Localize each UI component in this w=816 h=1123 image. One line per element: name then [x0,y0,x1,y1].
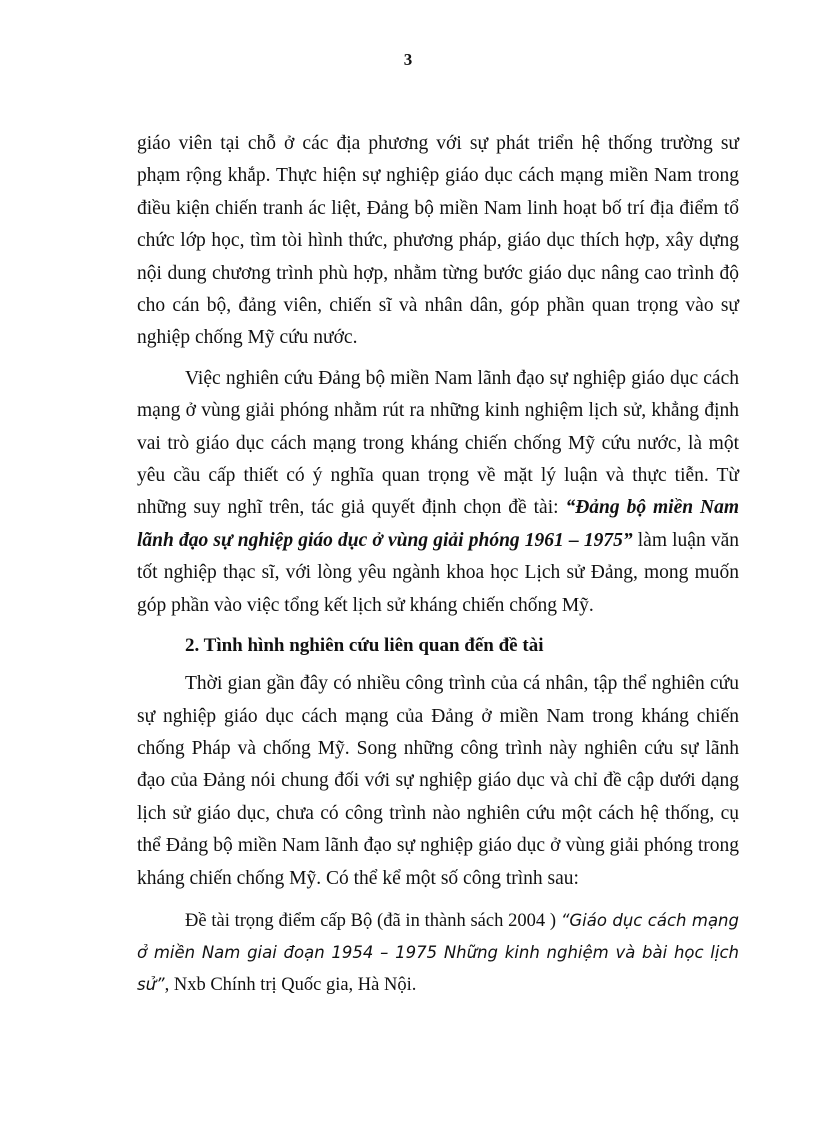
paragraph-2-text-end: làm luận văn tốt nghiệp thạc sĩ, với lòng yêu ngành khoa học Lịch sử Đảng, mong muốn góp phần vào việc tổng kết lịch sử kháng chiến chống Mỹ. [137,529,740,616]
paragraph-2-text: Việc nghiên cứu Đảng bộ miền Nam lãnh đạo sự nghiệp giáo dục cách mạng ở vùng giải phóng nhằm rút ra những kinh nghiệm lịch sử, khẳng định vai trò giáo dục cách mạng trong kháng chiến chống Mỹ cứu nước, là một yêu cầu cấp thiết có ý nghĩa quan trọng về mặt lý luận và thực tiễn. Từ những suy nghĩ trên, tác giả quyết định chọn đề tài: [137,367,739,519]
section-heading: 2. Tình hình nghiên cứu liên quan đến đề tài [185,635,544,657]
reference-title: “Giáo dục cách mạng ở miền Nam giai đoạn 1954 – 1975 Những kinh nghiệm và bài học lịch sử” [137,910,739,994]
page-number: 3 [403,50,413,69]
reference-prefix: Đề tài trọng điểm cấp Bộ (đã in thành sách 2004 ) [185,910,561,931]
paragraph-2 [137,363,739,622]
thesis-title: “Đảng bộ miền Nam lãnh đạo sự nghiệp giáo dục ở vùng giải phóng 1961 – 1975” [137,497,740,551]
reference-suffix: , Nxb Chính trị Quốc gia, Hà Nội. [164,974,417,995]
paragraph-3: Thời gian gần đây có nhiều công trình của cá nhân, tập thể nghiên cứu sự nghiệp giáo dục cách mạng của Đảng ở miền Nam trong kháng chiến chống Pháp và chống Mỹ. Song những công trình này nghiên cứu sự lãnh đạo của Đảng nói chung đối với sự nghiệp giáo dục và chỉ đề cập dưới dạng lịch sử giáo dục, chưa có công trình nào nghiên cứu một cách hệ thống, cụ thể Đảng bộ miền Nam lãnh đạo sự nghiệp giáo dục ở vùng giải phóng trong kháng chiến chống Mỹ. Có thể kể một số công trình sau: [137,673,739,889]
reference-item [137,905,739,1001]
paragraph-1: giáo viên tại chỗ ở các địa phương với sự phát triển hệ thống trường sư phạm rộng khắp. Thực hiện sự nghiệp giáo dục cách mạng miền Nam trong điều kiện chiến tranh ác liệt, Đảng bộ miền Nam linh hoạt bố trí địa điểm tổ chức lớp học, tìm tòi hình thức, phương pháp, giáo dục thích hợp, xây dựng nội dung chương trình phù hợp, nhằm từng bước giáo dục nâng cao trình độ cho cán bộ, đảng viên, chiến sĩ và nhân dân, góp phần quan trọng vào sự nghiệp chống Mỹ cứu nước. [137,133,739,349]
page-body [137,128,739,1019]
